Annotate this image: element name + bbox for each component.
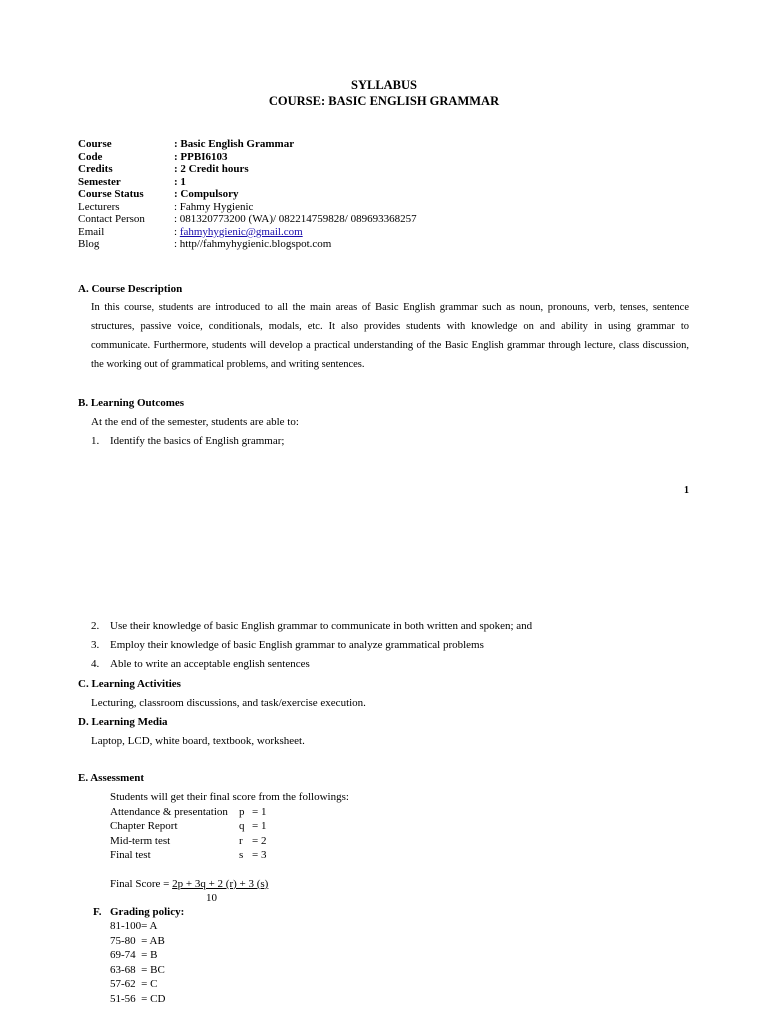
outcome-4-text: Able to write an acceptable english sentences bbox=[110, 658, 310, 670]
grade-item: 63-68 = BC bbox=[110, 964, 165, 976]
info-value-course: : Basic English Grammar bbox=[174, 138, 295, 150]
info-label-email: Email bbox=[78, 226, 105, 238]
section-b-heading: B. Learning Outcomes bbox=[78, 397, 185, 409]
section-c-heading: C. Learning Activities bbox=[78, 678, 181, 690]
outcome-4-num: 4. bbox=[91, 658, 100, 670]
page-number: 1 bbox=[684, 485, 689, 496]
assessment-item-name: Chapter Report bbox=[110, 820, 178, 832]
assessment-item-val: = 2 bbox=[252, 835, 267, 847]
info-label-course: Course bbox=[78, 138, 112, 150]
assessment-item-val: = 1 bbox=[252, 806, 267, 818]
section-f-num: F. bbox=[93, 906, 102, 918]
formula-prefix: Final Score = bbox=[110, 878, 173, 890]
assessment-item-var: q bbox=[239, 820, 245, 832]
section-b-intro: At the end of the semester, students are able to: bbox=[91, 416, 299, 428]
assessment-intro: Students will get their final score from the followings: bbox=[110, 791, 349, 803]
outcome-2-num: 2. bbox=[91, 620, 100, 632]
grade-item: 75-80 = AB bbox=[110, 935, 165, 947]
formula-numerator: 2p + 3q + 2 (r) + 3 (s) bbox=[172, 878, 269, 890]
assessment-item-name: Mid-term test bbox=[110, 835, 171, 847]
assessment-item-var: p bbox=[239, 806, 245, 818]
document-subtitle: COURSE: BASIC ENGLISH GRAMMAR bbox=[268, 94, 500, 108]
info-label-lecturers: Lecturers bbox=[78, 201, 120, 213]
info-value-lecturers: : Fahmy Hygienic bbox=[174, 201, 254, 213]
info-label-semester: Semester bbox=[78, 176, 121, 188]
section-f-heading: Grading policy: bbox=[110, 906, 185, 918]
document-title: SYLLABUS bbox=[351, 78, 417, 92]
info-value-contact: : 081320773200 (WA)/ 082214759828/ 089693368257 bbox=[174, 213, 417, 225]
info-label-course-status: Course Status bbox=[78, 188, 144, 200]
info-value-email bbox=[174, 226, 303, 238]
info-label-blog: Blog bbox=[78, 238, 100, 250]
outcome-3-num: 3. bbox=[91, 639, 100, 651]
section-a-heading: A. Course Description bbox=[78, 283, 183, 295]
info-value-course-status: : Compulsory bbox=[174, 188, 239, 200]
assessment-item-name: Attendance & presentation bbox=[110, 806, 228, 818]
assessment-item-val: = 1 bbox=[252, 820, 267, 832]
section-d-heading: D. Learning Media bbox=[78, 716, 168, 728]
grade-item: 69-74 = B bbox=[110, 949, 158, 961]
outcome-2-text: Use their knowledge of basic English grammar to communicate in both written and spoken; and bbox=[110, 620, 533, 632]
section-e-heading: E. Assessment bbox=[78, 772, 145, 784]
info-value-semester: : 1 bbox=[174, 176, 186, 188]
info-value-credits: : 2 Credit hours bbox=[174, 163, 249, 175]
assessment-item-name: Final test bbox=[110, 849, 151, 861]
section-d-text: Laptop, LCD, white board, textbook, worksheet. bbox=[91, 735, 305, 747]
outcome-1-num: 1. bbox=[91, 435, 100, 447]
assessment-item-var: r bbox=[239, 835, 243, 847]
final-score-formula bbox=[110, 878, 268, 890]
section-c-text: Lecturing, classroom discussions, and task/exercise execution. bbox=[91, 697, 366, 709]
info-label-contact: Contact Person bbox=[78, 213, 145, 225]
email-prefix: : bbox=[174, 226, 180, 238]
section-a-text: In this course, students are introduced to all the main areas of Basic English grammar such as noun, pronouns, verb, tenses, sentence structures, passive voice, conditionals, modals, etc. It also provides students with knowledge on and ability in using grammar to communicate. Furthermore, students will develop a practical understanding of the Basic English grammar through lecture, class discussion, the working out of grammatical problems, and writing sentences. bbox=[91, 302, 689, 370]
outcome-1-text: Identify the basics of English grammar; bbox=[110, 435, 285, 447]
email-link[interactable]: fahmyhygienic@gmail.com bbox=[179, 226, 303, 238]
info-value-blog: : http//fahmyhygienic.blogspot.com bbox=[174, 238, 332, 250]
info-label-credits: Credits bbox=[78, 163, 113, 175]
grade-item: 57-62 = C bbox=[110, 978, 158, 990]
outcome-3-text: Employ their knowledge of basic English grammar to analyze grammatical problems bbox=[110, 639, 484, 651]
grade-item: 81-100= A bbox=[110, 920, 158, 932]
info-value-code: : PPBI6103 bbox=[174, 151, 228, 163]
assessment-item-val: = 3 bbox=[252, 849, 267, 861]
formula-denominator: 10 bbox=[206, 892, 217, 904]
assessment-item-var: s bbox=[239, 849, 244, 861]
info-label-code: Code bbox=[78, 151, 103, 163]
grade-item: 51-56 = CD bbox=[110, 993, 166, 1005]
